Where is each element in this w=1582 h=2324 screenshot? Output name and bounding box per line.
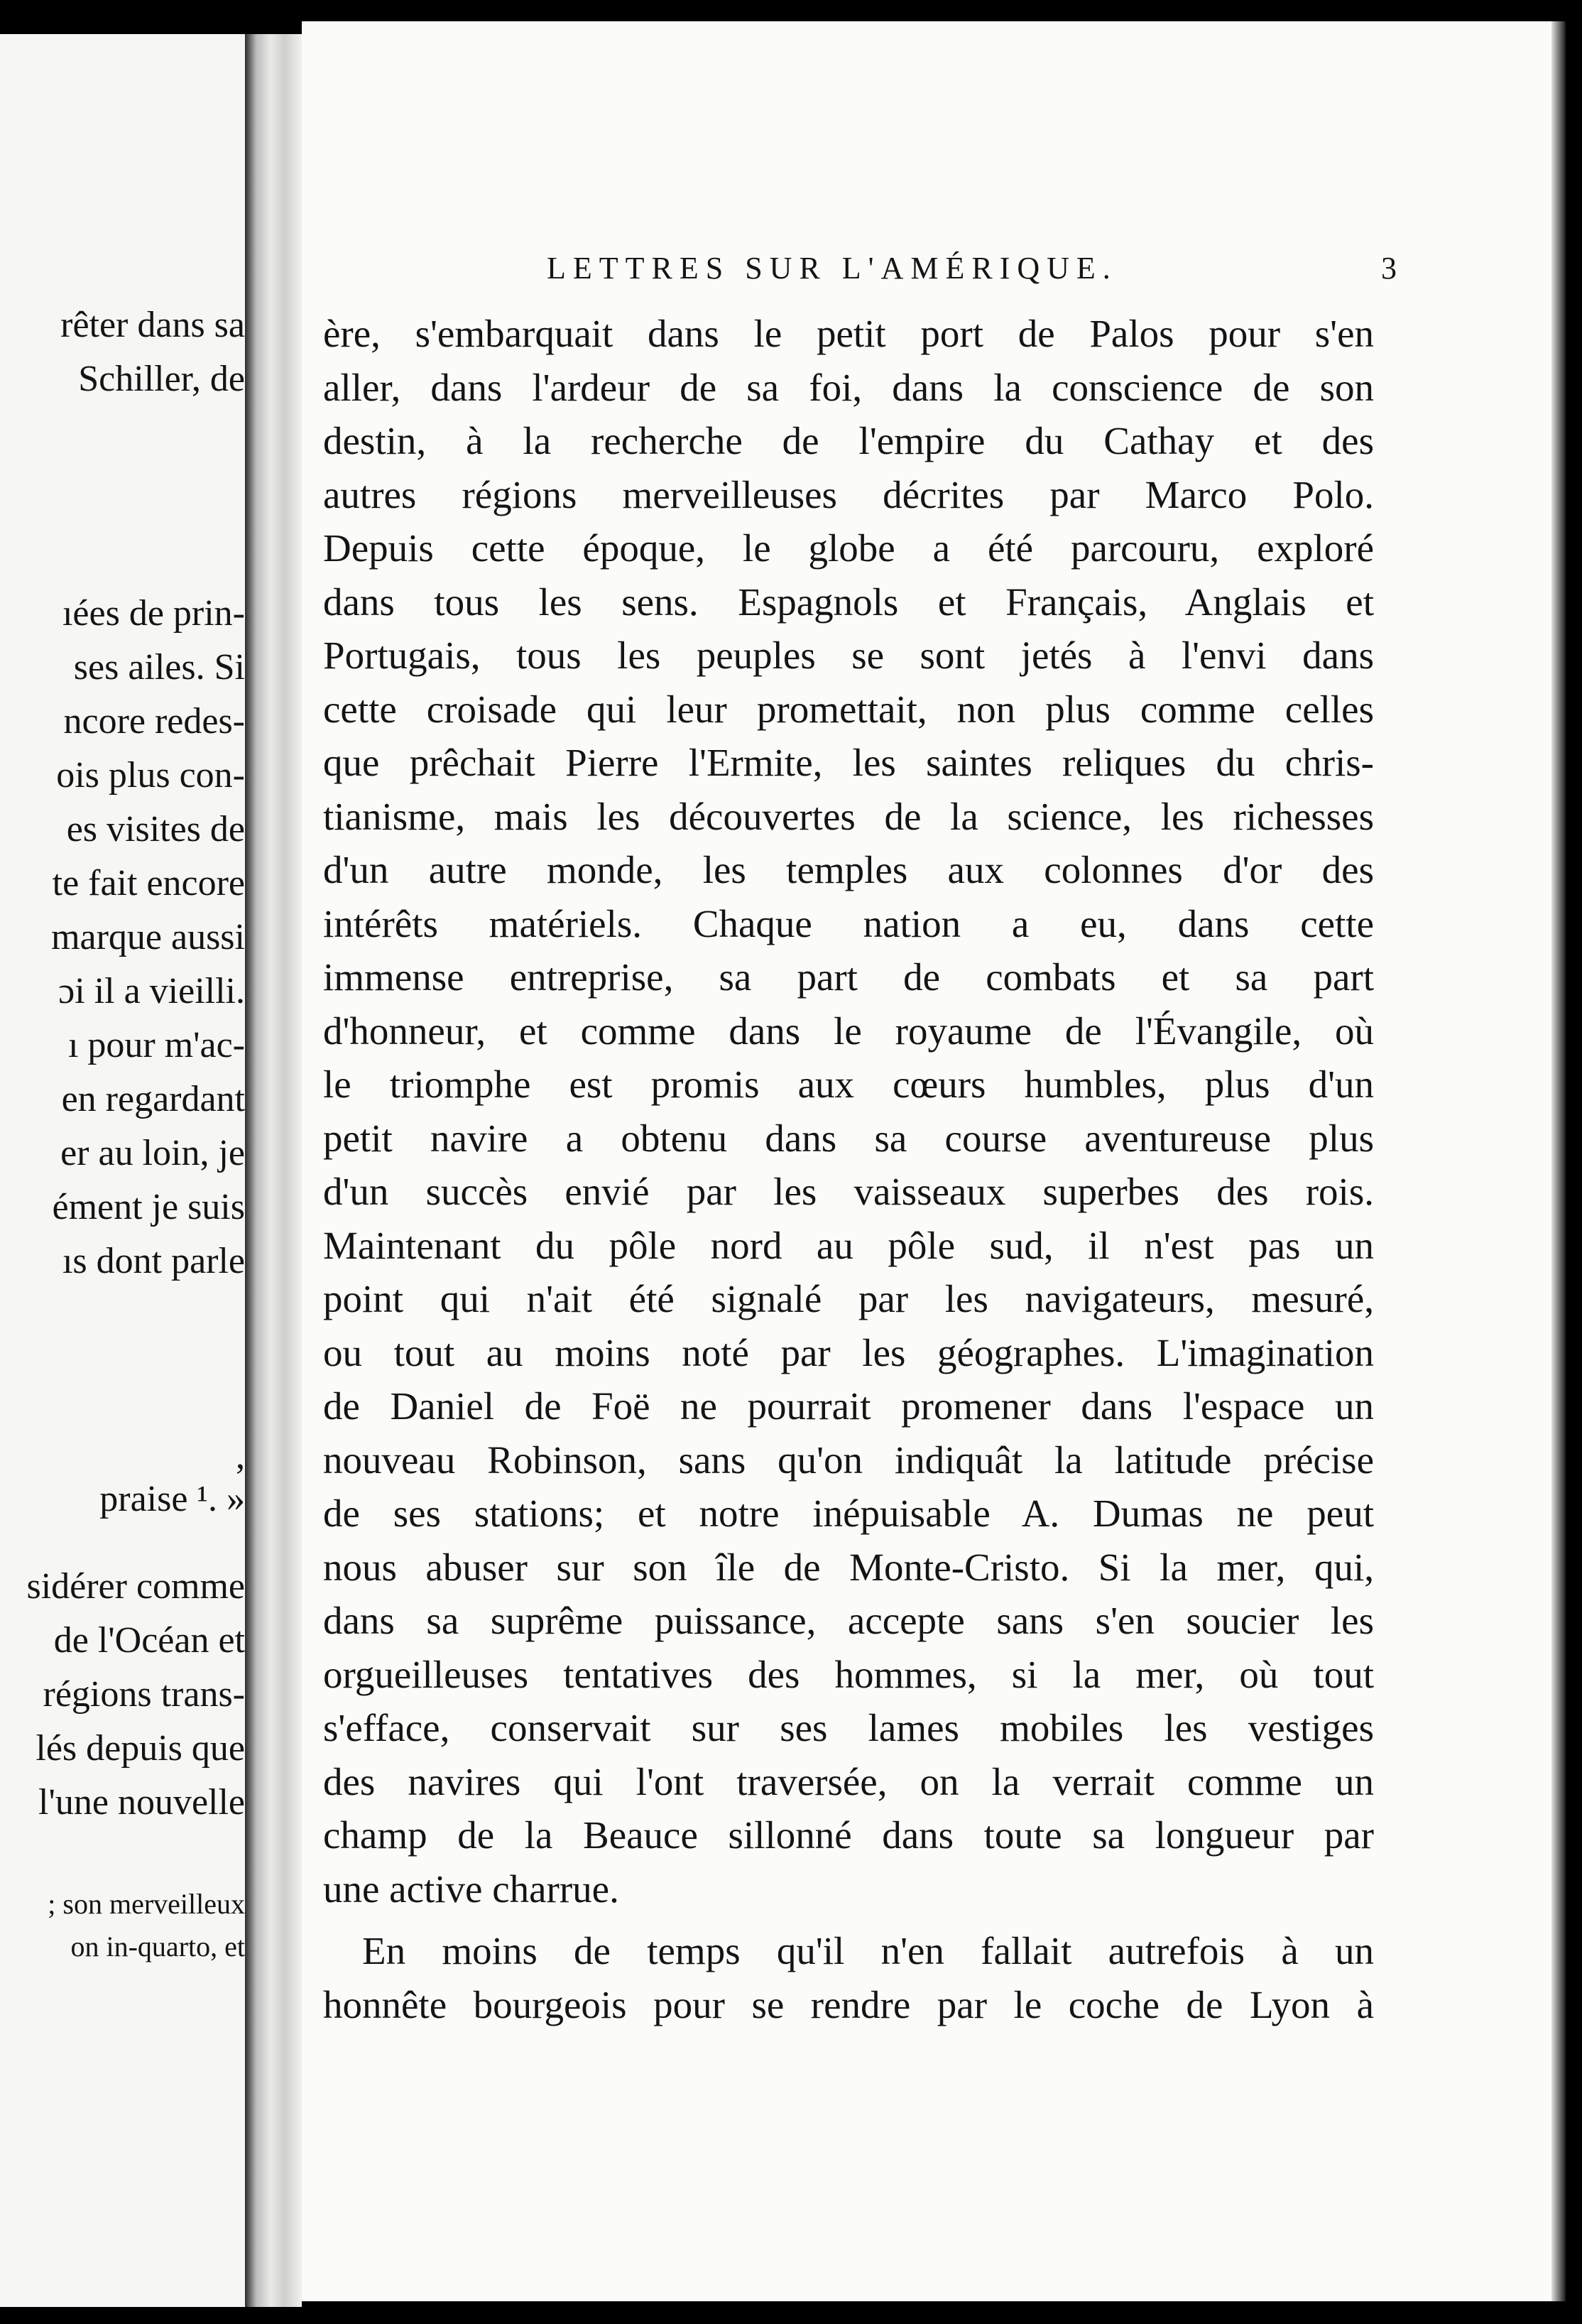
text-line: En moins de temps qu'il n'en fallait autrefois à un	[362, 1929, 1374, 1972]
left-page-line: marque aussi	[51, 917, 245, 957]
text-line: point qui n'ait été signalé par les navigateurs, mesuré,	[323, 1277, 1374, 1320]
left-page-line: Schiller, de	[78, 359, 245, 399]
page-edge	[1551, 21, 1566, 2301]
left-page-line: ois plus con-	[56, 755, 245, 796]
body-text	[323, 307, 1374, 2031]
left-page-line: ément je suis	[52, 1187, 245, 1227]
text-line: dans tous les sens. Espagnols et Français, Anglais et	[323, 580, 1374, 624]
text-line: immense entreprise, sa part de combats et sa part	[323, 955, 1374, 999]
left-page-line: en regardant	[61, 1079, 245, 1119]
text-line: s'efface, conservait sur ses lames mobiles les vestiges	[323, 1706, 1374, 1749]
left-page-line: on in-quarto, et	[70, 1931, 245, 1962]
text-line: d'un autre monde, les temples aux colonnes d'or des	[323, 848, 1374, 891]
left-page-line: ,	[236, 1436, 245, 1477]
text-line: de ses stations; et notre inépuisable A. Dumas ne peut	[323, 1492, 1374, 1535]
left-page-line: sidérer comme	[26, 1566, 245, 1607]
text-line: d'un succès envié par les vaisseaux superbes des rois.	[323, 1170, 1374, 1213]
text-line: d'honneur, et comme dans le royaume de l'Évangile, où	[323, 1009, 1374, 1053]
text-line: honnête bourgeois pour se rendre par le coche de Lyon à	[323, 1982, 1374, 2026]
left-page-line: ses ailes. Si	[73, 647, 245, 688]
text-line: le triomphe est promis aux cœurs humbles, plus d'un	[323, 1063, 1374, 1106]
text-line: destin, à la recherche de l'empire du Cathay et des	[323, 419, 1374, 462]
left-page-line: ıs dont parle	[62, 1241, 245, 1281]
left-page-line: ı pour m'ac-	[67, 1025, 245, 1065]
text-line: Depuis cette époque, le globe a été parcouru, exploré	[323, 526, 1374, 570]
text-line: tianisme, mais les découvertes de la science, les richesses	[323, 794, 1374, 838]
text-line: une active charrue.	[323, 1867, 619, 1911]
left-page-line: régions trans-	[43, 1674, 245, 1715]
text-line: Portugais, tous les peuples se sont jetés à l'envi dans	[323, 634, 1374, 677]
text-line: aller, dans l'ardeur de sa foi, dans la conscience de son	[323, 365, 1374, 409]
left-page-line: ncore redes-	[63, 701, 245, 742]
left-page-line: te fait encore	[52, 863, 245, 903]
left-page-line: l'une nouvelle	[38, 1782, 245, 1823]
text-line: Maintenant du pôle nord au pôle sud, il n'est pas un	[323, 1223, 1374, 1267]
text-line: des navires qui l'ont traversée, on la verrait comme un	[323, 1759, 1374, 1803]
text-line: petit navire a obtenu dans sa course aventureuse plus	[323, 1116, 1374, 1160]
text-line: champ de la Beauce sillonné dans toute sa longueur par	[323, 1813, 1374, 1857]
running-head: LETTRES SUR L'AMÉRIQUE.	[547, 251, 1118, 286]
book-gutter	[245, 34, 302, 2307]
left-page-line: rêter dans sa	[60, 305, 245, 345]
paragraph-gap	[323, 1916, 1374, 1924]
left-page-line: ; son merveilleux	[48, 1888, 245, 1920]
left-page-line: es visites de	[66, 809, 245, 849]
left-page-line: ɔi il a vieilli.	[58, 971, 245, 1011]
text-line: ou tout au moins noté par les géographes. L'imagination	[323, 1330, 1374, 1374]
text-line: orgueilleuses tentatives des hommes, si la mer, où tout	[323, 1652, 1374, 1696]
text-line: nouveau Robinson, sans qu'on indiquât la latitude précise	[323, 1438, 1374, 1482]
right-page	[302, 21, 1551, 2301]
text-line: que prêchait Pierre l'Ermite, les saintes reliques du chris-	[323, 741, 1374, 784]
left-page-line: lés depuis que	[36, 1728, 245, 1769]
left-page-line: ıées de prin-	[62, 593, 245, 634]
page-number: 3	[1381, 251, 1397, 286]
left-page-line: de l'Océan et	[53, 1620, 245, 1661]
text-line: de Daniel de Foë ne pourrait promener dans l'espace un	[323, 1384, 1374, 1428]
left-page-line: er au loin, je	[60, 1133, 245, 1173]
text-line: intérêts matériels. Chaque nation a eu, dans cette	[323, 901, 1374, 945]
text-line: nous abuser sur son île de Monte-Cristo. Si la mer, qui,	[323, 1545, 1374, 1589]
text-line: ère, s'embarquait dans le petit port de Palos pour s'en	[323, 312, 1374, 355]
text-line: dans sa suprême puissance, accepte sans s'en soucier les	[323, 1599, 1374, 1642]
left-page	[0, 34, 245, 2307]
text-line: autres régions merveilleuses décrites par Marco Polo.	[323, 472, 1374, 516]
left-page-line: praise ¹. »	[99, 1479, 245, 1519]
text-line: cette croisade qui leur promettait, non plus comme celles	[323, 687, 1374, 731]
